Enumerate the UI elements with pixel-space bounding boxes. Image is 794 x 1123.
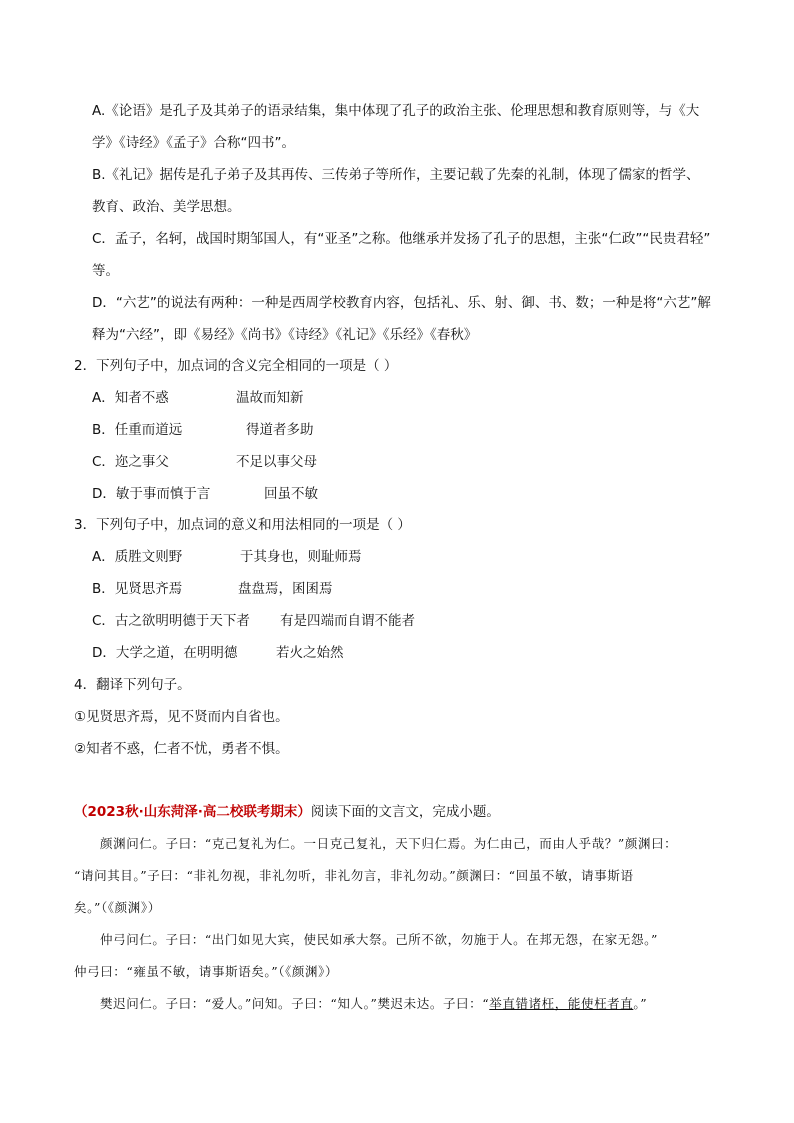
option-d-line-1: D．“六艺”的说法有两种：一种是西周学校教育内容，包括礼、乐、射、御、书、数；一种是将“六艺”解 [92, 295, 711, 311]
option-c-line-1: C．孟子，名轲，战国时期邹国人，有“亚圣”之称。他继承并发扬了孔子的思想，主张“仁政”“民贵君轻” [92, 231, 711, 247]
q3-option-d-left: D．大学之道，在明明德 [92, 645, 238, 661]
option-b-line-1: B.《礼记》据传是孔子弟子及其再传、三传弟子等所作，主要记载了先秦的礼制，体现了儒家的哲学、 [92, 167, 700, 183]
source-tag: 2023秋·山东菏泽·高二校联考期末 [87, 804, 298, 820]
q3-option-a-left: A．质胜文则野 [92, 549, 183, 565]
passage-line-1: 颜渊问仁。子曰：“克己复礼为仁。一日克己复礼，天下归仁焉。为仁由己，而由人乎哉？”颜渊曰： [100, 836, 678, 851]
option-a-line-2: 学》《诗经》《孟子》合称“四书”。 [92, 135, 295, 151]
q2-option-a-right: 温故而知新 [236, 390, 304, 406]
passage-line-2: “请问其目。”子曰：“非礼勿视，非礼勿听，非礼勿言，非礼勿动。”颜渊曰：“回虽不敏，请事斯语 [74, 868, 634, 883]
q3-option-d-right: 若火之始然 [276, 645, 344, 661]
q2-option-a-left: A．知者不惑 [92, 390, 169, 406]
passage-line-6-text: 樊迟问仁。子曰：“爱人。”问知。子曰：“知人。”樊迟未达。子曰：“ [100, 996, 490, 1011]
q2-option-c-right: 不足以事父母 [236, 454, 317, 470]
q3-option-a-right: 于其身也，则耻师焉 [240, 549, 362, 565]
source-close-paren: ） [297, 804, 311, 820]
q3-option-b-right: 盘盘焉，囷囷焉 [238, 581, 333, 597]
option-a-line-1: A.《论语》是孔子及其弟子的语录结集，集中体现了孔子的政治主张、伦理思想和教育原则等，与《大 [92, 103, 700, 119]
option-d-line-2: 释为“六经”，即《易经》《尚书》《诗经》《礼记》《乐经》《春秋》 [92, 327, 478, 343]
q2-option-b-right: 得道者多助 [246, 422, 314, 438]
option-b-line-2: 教育、政治、美学思想。 [92, 199, 241, 215]
q2-option-d-right: 回虽不敏 [264, 486, 318, 502]
passage-line-3: 矣。”（《颜渊》） [74, 900, 161, 915]
source-open-paren: （ [74, 804, 88, 820]
q2-option-d-left: D．敏于事而慎于言 [92, 486, 211, 502]
underlined-sentence: 举直错诸枉，能使枉者直 [489, 996, 634, 1011]
reading-instruction: 阅读下面的文言文，完成小题。 [310, 804, 500, 820]
question-3-stem: 3．下列句子中，加点词的意义和用法相同的一项是（ ） [74, 517, 411, 533]
reading-header [74, 802, 500, 822]
q3-option-b-left: B．见贤思齐焉 [92, 581, 183, 597]
passage-line-6 [100, 994, 647, 1014]
passage-line-5: 仲弓曰：“雍虽不敏，请事斯语矣。”（《颜渊》） [74, 964, 339, 979]
option-c-line-2: 等。 [92, 263, 119, 279]
q2-option-c-left: C．迩之事父 [92, 454, 169, 470]
q2-option-b-left: B．任重而道远 [92, 422, 183, 438]
question-4-stem: 4．翻译下列句子。 [74, 677, 191, 693]
passage-line-6-close: 。” [633, 996, 648, 1011]
q4-item-2: ②知者不惑，仁者不忧，勇者不惧。 [74, 741, 289, 757]
question-2-stem: 2．下列句子中，加点词的含义完全相同的一项是（ ） [74, 358, 398, 374]
q4-item-1: ①见贤思齐焉，见不贤而内自省也。 [74, 709, 289, 725]
q3-option-c-left: C．古之欲明明德于天下者 [92, 613, 250, 629]
q3-option-c-right: 有是四端而自谓不能者 [280, 613, 415, 629]
passage-line-4: 仲弓问仁。子曰：“出门如见大宾，使民如承大祭。己所不欲，勿施于人。在邦无怨，在家无怨。” [100, 932, 658, 947]
